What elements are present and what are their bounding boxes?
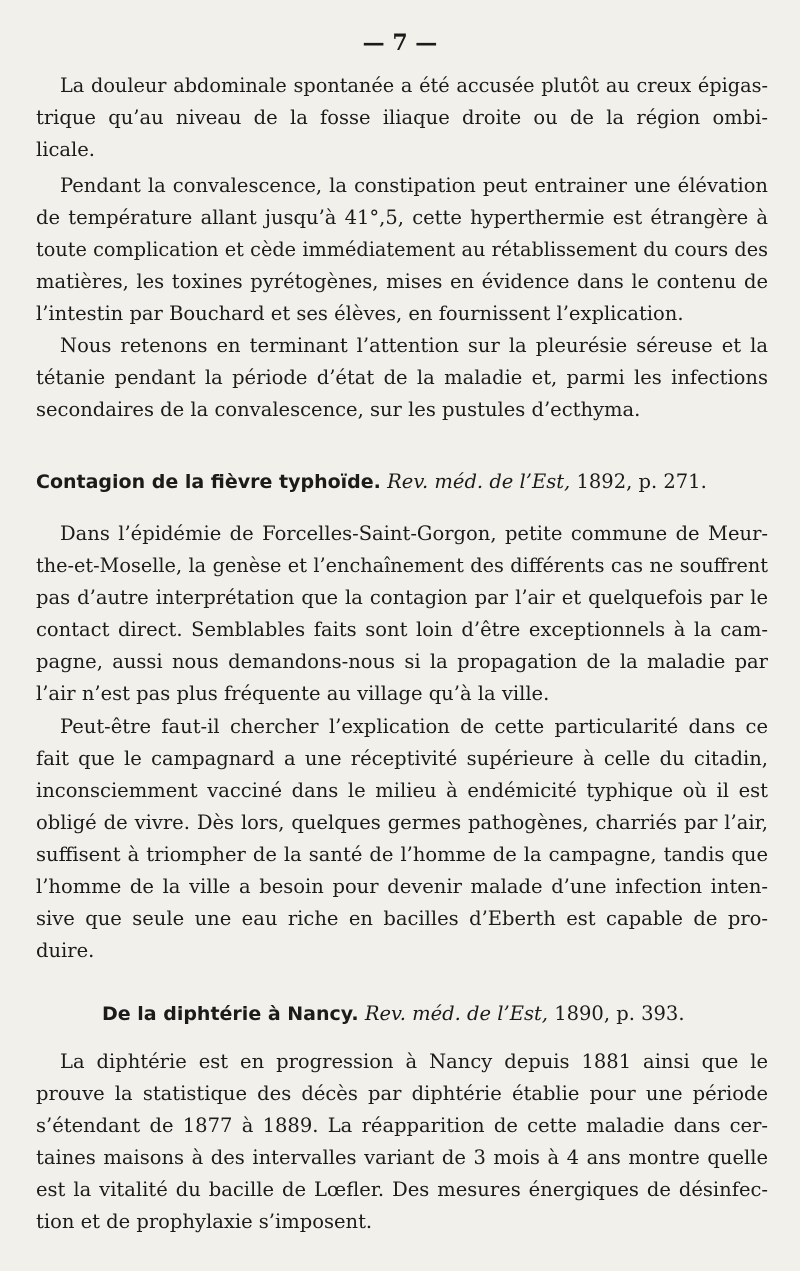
- paragraph-diphtheria-nancy: [36, 1046, 768, 1238]
- section-heading-diphtheria: [36, 998, 768, 1030]
- text-line: obligé de vivre. Dès lors, quelques germes pathogènes, charriés par l’air,: [36, 811, 768, 834]
- text-line: licale.: [36, 138, 95, 161]
- journal-reference: Rev. méd. de l’Est,: [387, 470, 571, 493]
- page-number: — 7 —: [362, 30, 438, 56]
- section-heading-typhoid: [36, 466, 768, 498]
- text-line: duire.: [36, 939, 95, 962]
- text-line: Pendant la convalescence, la constipation peut entrainer une élévation: [60, 174, 768, 197]
- journal-reference: Rev. méd. de l’Est,: [364, 1002, 548, 1025]
- text-line: contact direct. Semblables faits sont loin d’être exceptionnels à la cam-: [36, 618, 768, 641]
- text-line: sive que seule une eau riche en bacilles d’Eberth est capable de pro-: [36, 907, 768, 930]
- text-line: est la vitalité du bacille de Lœfler. Des mesures énergiques de désinfec-: [36, 1178, 768, 1201]
- paragraph-forcelles-epidemic: [36, 518, 768, 710]
- paragraph-convalescence: [36, 170, 768, 330]
- paragraph-conclusion: [36, 330, 768, 426]
- text-line: trique qu’au niveau de la fosse iliaque droite ou de la région ombi-: [36, 106, 768, 129]
- text-line: prouve la statistique des décès par diphtérie établie pour une période: [36, 1082, 768, 1105]
- section-title: Contagion de la fièvre typhoïde.: [36, 471, 381, 493]
- paragraph-abdominal-pain: [36, 70, 768, 166]
- text-line: La diphtérie est en progression à Nancy depuis 1881 ainsi que le: [60, 1050, 768, 1073]
- text-line: de température allant jusqu’à 41°,5, cette hyperthermie est étrangère à: [36, 206, 768, 229]
- text-line: Nous retenons en terminant l’attention sur la pleurésie séreuse et la: [60, 334, 768, 357]
- text-line: fait que le campagnard a une réceptivité supérieure à celle du citadin,: [36, 747, 768, 770]
- text-line: l’intestin par Bouchard et ses élèves, en fournissent l’explication.: [36, 302, 684, 325]
- text-line: pagne, aussi nous demandons-nous si la propagation de la maladie par: [36, 650, 768, 673]
- text-line: tétanie pendant la période d’état de la maladie et, parmi les infections: [36, 366, 768, 389]
- text-line: suffisent à triompher de la santé de l’homme de la campagne, tandis que: [36, 843, 768, 866]
- paragraph-receptivity: [36, 711, 768, 967]
- text-line: s’étendant de 1877 à 1889. La réapparition de cette maladie dans cer-: [36, 1114, 768, 1137]
- text-line: l’air n’est pas plus fréquente au village qu’à la ville.: [36, 682, 550, 705]
- year-page-reference: 1892, p. 271.: [576, 470, 707, 493]
- text-line: inconsciemment vacciné dans le milieu à endémicité typhique où il est: [36, 779, 768, 802]
- text-line: taines maisons à des intervalles variant de 3 mois à 4 ans montre quelle: [36, 1146, 768, 1169]
- text-line: l’homme de la ville a besoin pour devenir malade d’une infection inten-: [36, 875, 768, 898]
- year-page-reference: 1890, p. 393.: [554, 1002, 685, 1025]
- text-line: tion et de prophylaxie s’imposent.: [36, 1210, 373, 1233]
- section-title: De la diphtérie à Nancy.: [102, 1003, 359, 1025]
- text-line: Peut-être faut-il chercher l’explication de cette particularité dans ce: [60, 715, 768, 738]
- text-line: secondaires de la convalescence, sur les pustules d’ecthyma.: [36, 398, 641, 421]
- text-line: matières, les toxines pyrétogènes, mises en évidence dans le contenu de: [36, 270, 768, 293]
- text-line: pas d’autre interprétation que la contagion par l’air et quelquefois par le: [36, 586, 768, 609]
- text-line: La douleur abdominale spontanée a été accusée plutôt au creux épigas-: [60, 74, 768, 97]
- text-line: Dans l’épidémie de Forcelles-Saint-Gorgon, petite commune de Meur-: [60, 522, 768, 545]
- text-line: toute complication et cède immédiatement au rétablissement du cours des: [36, 238, 768, 261]
- text-line: the-et-Moselle, la genèse et l’enchaînement des différents cas ne souffrent: [36, 554, 768, 577]
